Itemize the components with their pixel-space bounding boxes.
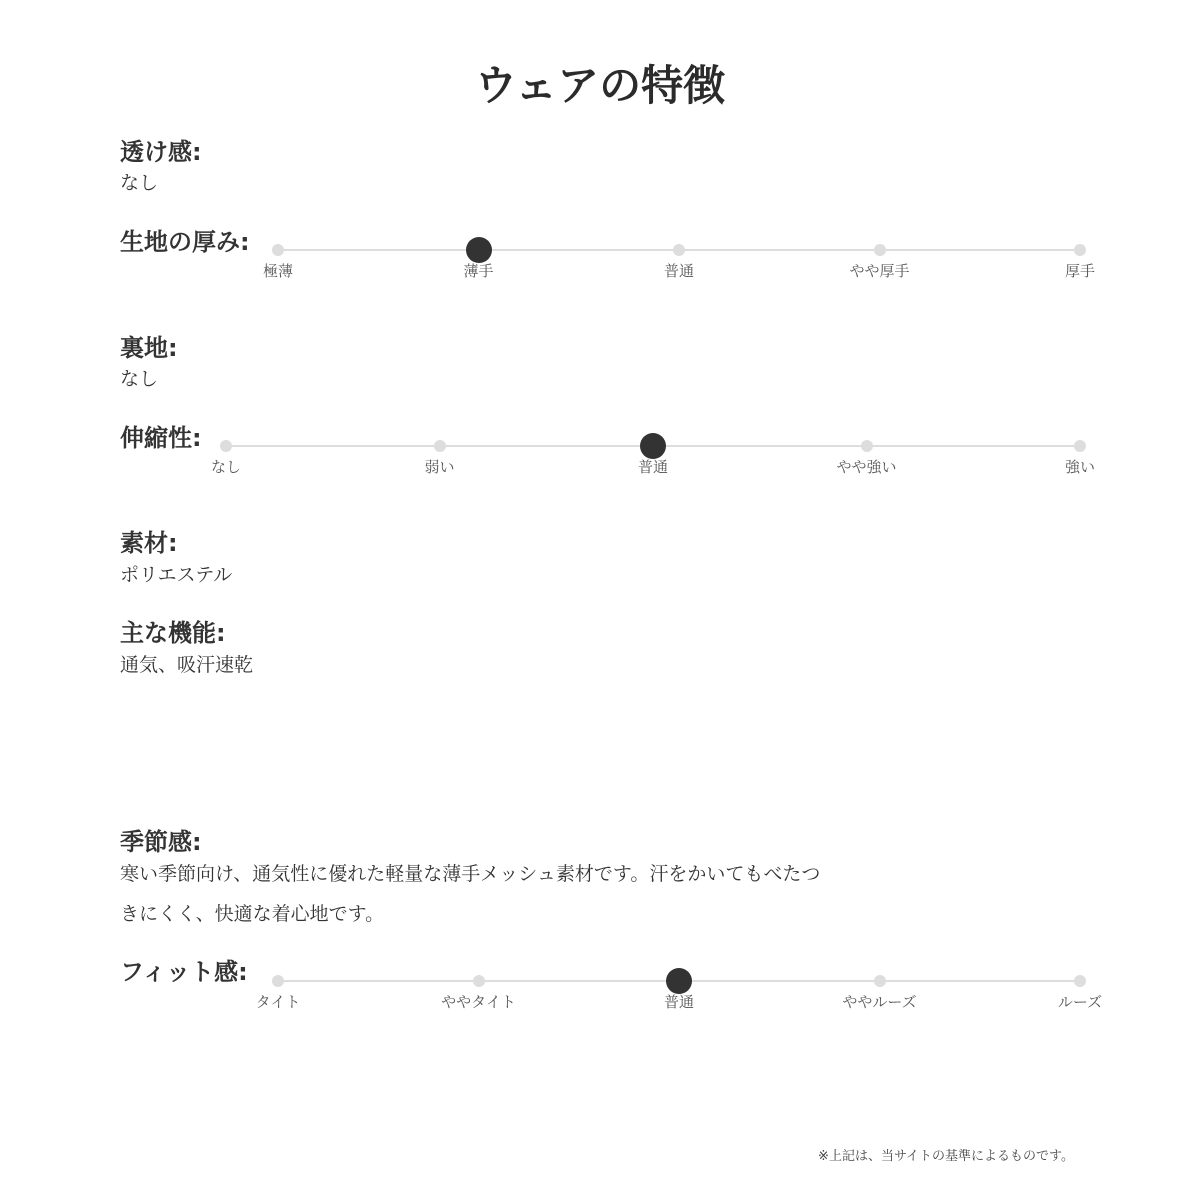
fit-label: フィット感: <box>120 958 248 986</box>
thickness-scale-label: 普通 <box>663 262 694 280</box>
lining-value: なし <box>120 368 159 390</box>
fit-scale-label: タイト <box>255 993 301 1011</box>
thickness-scale-label: 薄手 <box>463 262 494 280</box>
stretch-label: 伸縮性: <box>120 424 202 452</box>
thickness-selected-marker <box>466 237 492 263</box>
fit-scale-label: 普通 <box>663 993 694 1011</box>
fit-scale-dot <box>272 975 284 987</box>
stretch-scale-label: 弱い <box>424 458 455 476</box>
fit-scale-dot <box>1074 975 1086 987</box>
page-title: ウェアの特徴 <box>474 61 726 110</box>
season-description-line-2: きにくく、快適な着心地です。 <box>120 903 385 925</box>
season-description-line-1: 寒い季節向け、通気性に優れた軽量な薄手メッシュ素材です。汗をかいてもべたつ <box>120 863 821 885</box>
material-value: ポリエステル <box>120 564 233 586</box>
stretch-scale-label: 強い <box>1064 458 1095 476</box>
thickness-scale-label: 厚手 <box>1064 262 1095 280</box>
thickness-scale-dot <box>874 244 886 256</box>
functions-value: 通気、吸汗速乾 <box>120 654 254 676</box>
footnote: ※上記は、当サイトの基準によるものです。 <box>818 1149 1074 1164</box>
stretch-scale-label: 普通 <box>637 458 668 476</box>
functions-label: 主な機能: <box>120 619 226 647</box>
fit-scale-label: ややルーズ <box>842 993 917 1011</box>
fit-scale-label: ややタイト <box>441 993 516 1011</box>
stretch-scale-dot <box>1074 440 1086 452</box>
fit-selected-marker <box>666 968 692 994</box>
thickness-label: 生地の厚み: <box>120 228 250 256</box>
thickness-scale <box>262 249 1095 309</box>
stretch-scale-dot <box>861 440 873 452</box>
thickness-scale-dot <box>1074 244 1086 256</box>
fit-scale-dot <box>874 975 886 987</box>
thickness-scale-label: 極薄 <box>262 262 293 280</box>
transparency-value: なし <box>120 172 159 194</box>
season-label: 季節感: <box>120 828 202 856</box>
stretch-scale-label: やや強い <box>836 458 897 476</box>
thickness-scale-dot <box>272 244 284 256</box>
material-label: 素材: <box>120 529 178 557</box>
thickness-scale-label: やや厚手 <box>849 262 910 280</box>
fit-scale-label: ルーズ <box>1057 993 1103 1011</box>
stretch-scale-label: なし <box>210 458 241 476</box>
stretch-selected-marker <box>640 433 666 459</box>
fit-scale-dot <box>473 975 485 987</box>
fit-scale <box>255 980 1103 1040</box>
stretch-scale-dot <box>434 440 446 452</box>
thickness-scale-dot <box>673 244 685 256</box>
stretch-scale <box>210 445 1095 505</box>
transparency-label: 透け感: <box>120 138 202 166</box>
stretch-scale-dot <box>220 440 232 452</box>
lining-label: 裏地: <box>120 334 178 362</box>
